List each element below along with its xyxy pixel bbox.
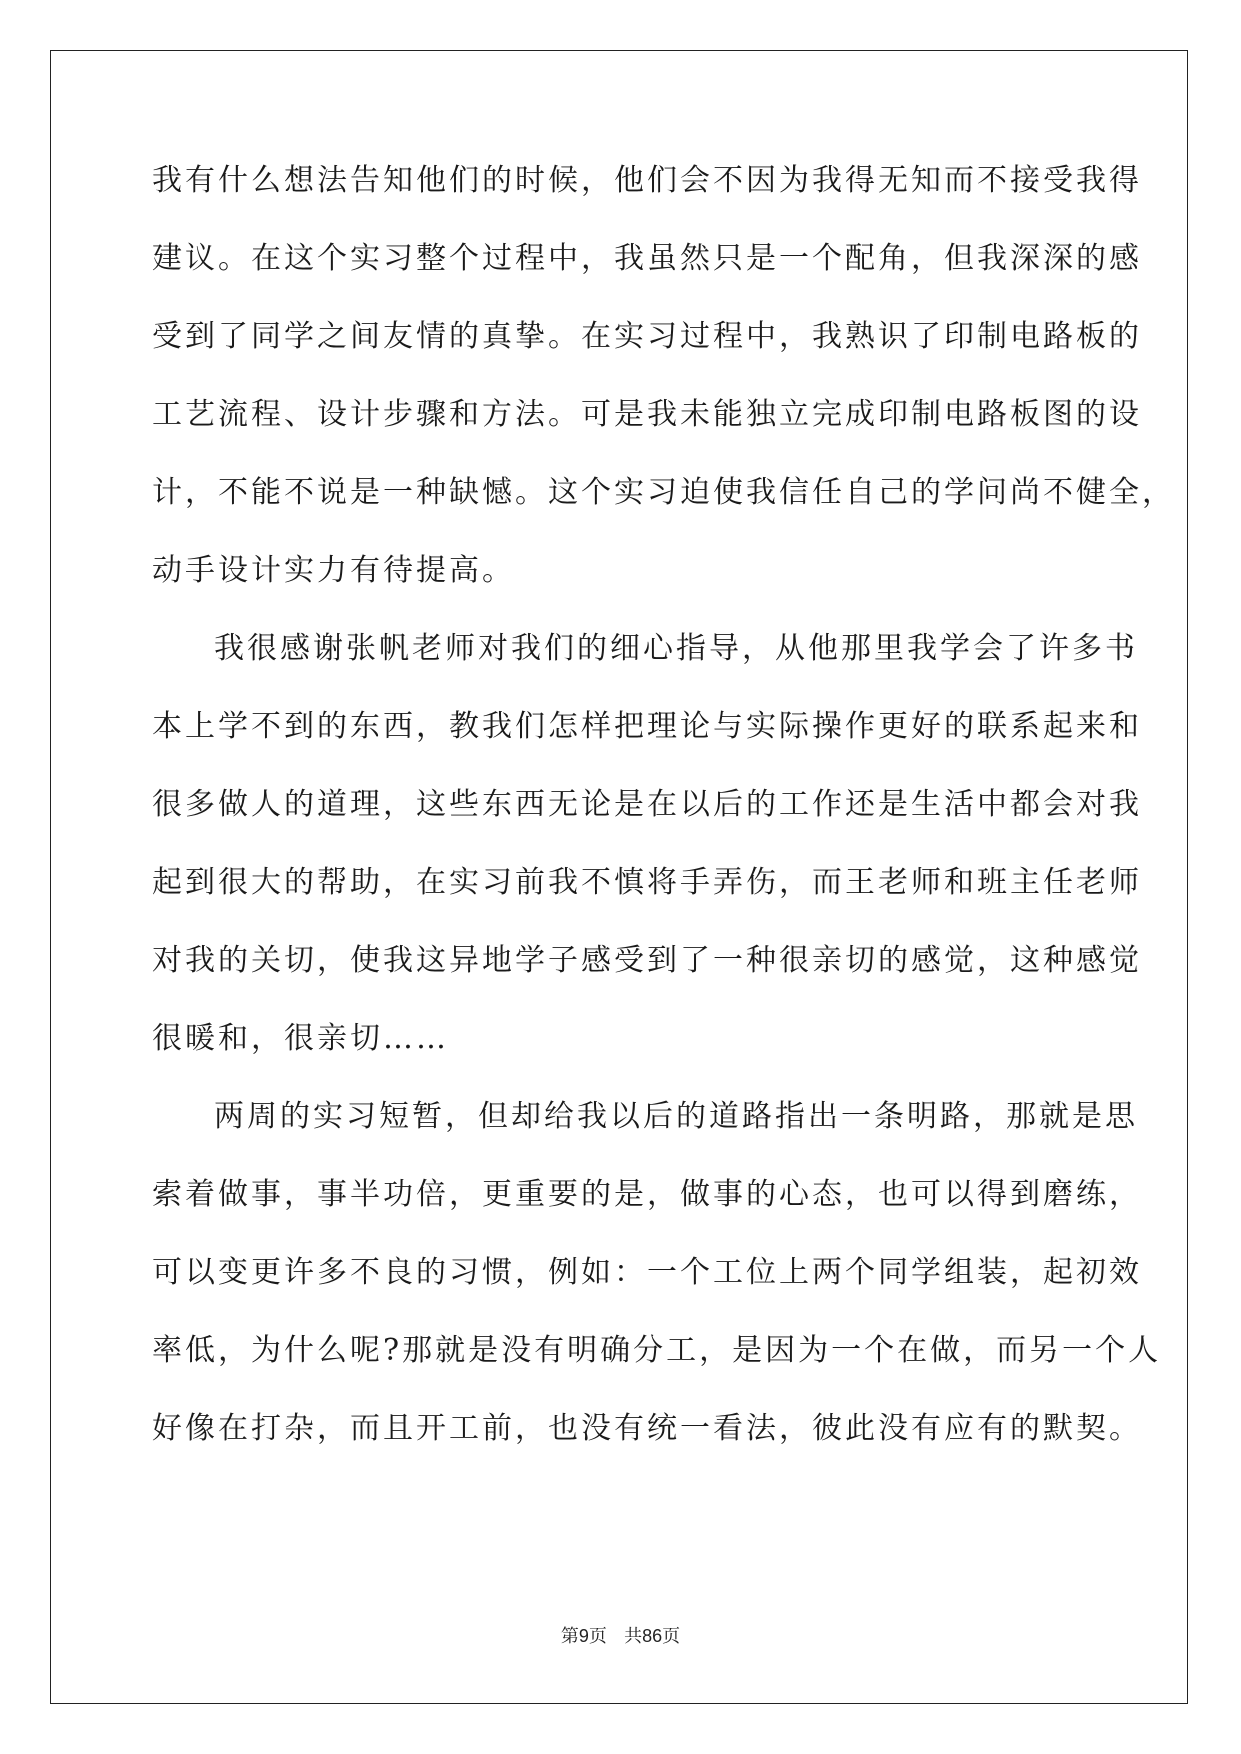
text-line: 动手设计实力有待提高。 xyxy=(152,553,515,588)
page-prefix: 第 xyxy=(560,1626,579,1647)
text-line: 受到了同学之间友情的真挚。在实习过程中，我熟识了印制电路板的 xyxy=(152,319,1142,354)
text-line: 建议。在这个实习整个过程中，我虽然只是一个配角，但我深深的感 xyxy=(152,241,1142,276)
paragraph-start-line: 我很感谢张帆老师对我们的细心指导，从他那里我学会了许多书 xyxy=(214,631,1138,666)
text-line: 计，不能不说是一种缺憾。这个实习迫使我信任自己的学问尚不健全， xyxy=(152,475,1175,510)
page-number: 9 xyxy=(578,1626,589,1646)
text-line: 本上学不到的东西，教我们怎样把理论与实际操作更好的联系起来和 xyxy=(152,709,1142,744)
text-line: 起到很大的帮助，在实习前我不慎将手弄伤，而王老师和班主任老师 xyxy=(152,865,1142,900)
total-suffix: 页 xyxy=(662,1626,681,1647)
page-suffix: 页 xyxy=(588,1626,607,1647)
text-line: 很多做人的道理，这些东西无论是在以后的工作还是生活中都会对我 xyxy=(152,787,1142,822)
page-footer xyxy=(0,1622,1241,1648)
total-prefix: 共 xyxy=(624,1626,643,1647)
text-line: 率低，为什么呢?那就是没有明确分工，是因为一个在做，而另一个人 xyxy=(152,1333,1162,1368)
paragraph-start-line: 两周的实习短暂，但却给我以后的道路指出一条明路，那就是思 xyxy=(214,1099,1138,1134)
text-line: 索着做事，事半功倍，更重要的是，做事的心态，也可以得到磨练， xyxy=(152,1177,1142,1212)
text-line: 对我的关切，使我这异地学子感受到了一种很亲切的感觉，这种感觉 xyxy=(152,943,1142,978)
total-pages: 86 xyxy=(642,1626,663,1646)
text-line: 好像在打杂，而且开工前，也没有统一看法，彼此没有应有的默契。 xyxy=(152,1411,1142,1446)
text-line: 可以变更许多不良的习惯，例如：一个工位上两个同学组装，起初效 xyxy=(152,1255,1142,1290)
text-line: 很暖和，很亲切…… xyxy=(152,1021,449,1056)
text-line: 工艺流程、设计步骤和方法。可是我未能独立完成印制电路板图的设 xyxy=(152,397,1142,432)
document-body xyxy=(152,160,1175,1486)
text-line: 我有什么想法告知他们的时候，他们会不因为我得无知而不接受我得 xyxy=(152,163,1142,198)
